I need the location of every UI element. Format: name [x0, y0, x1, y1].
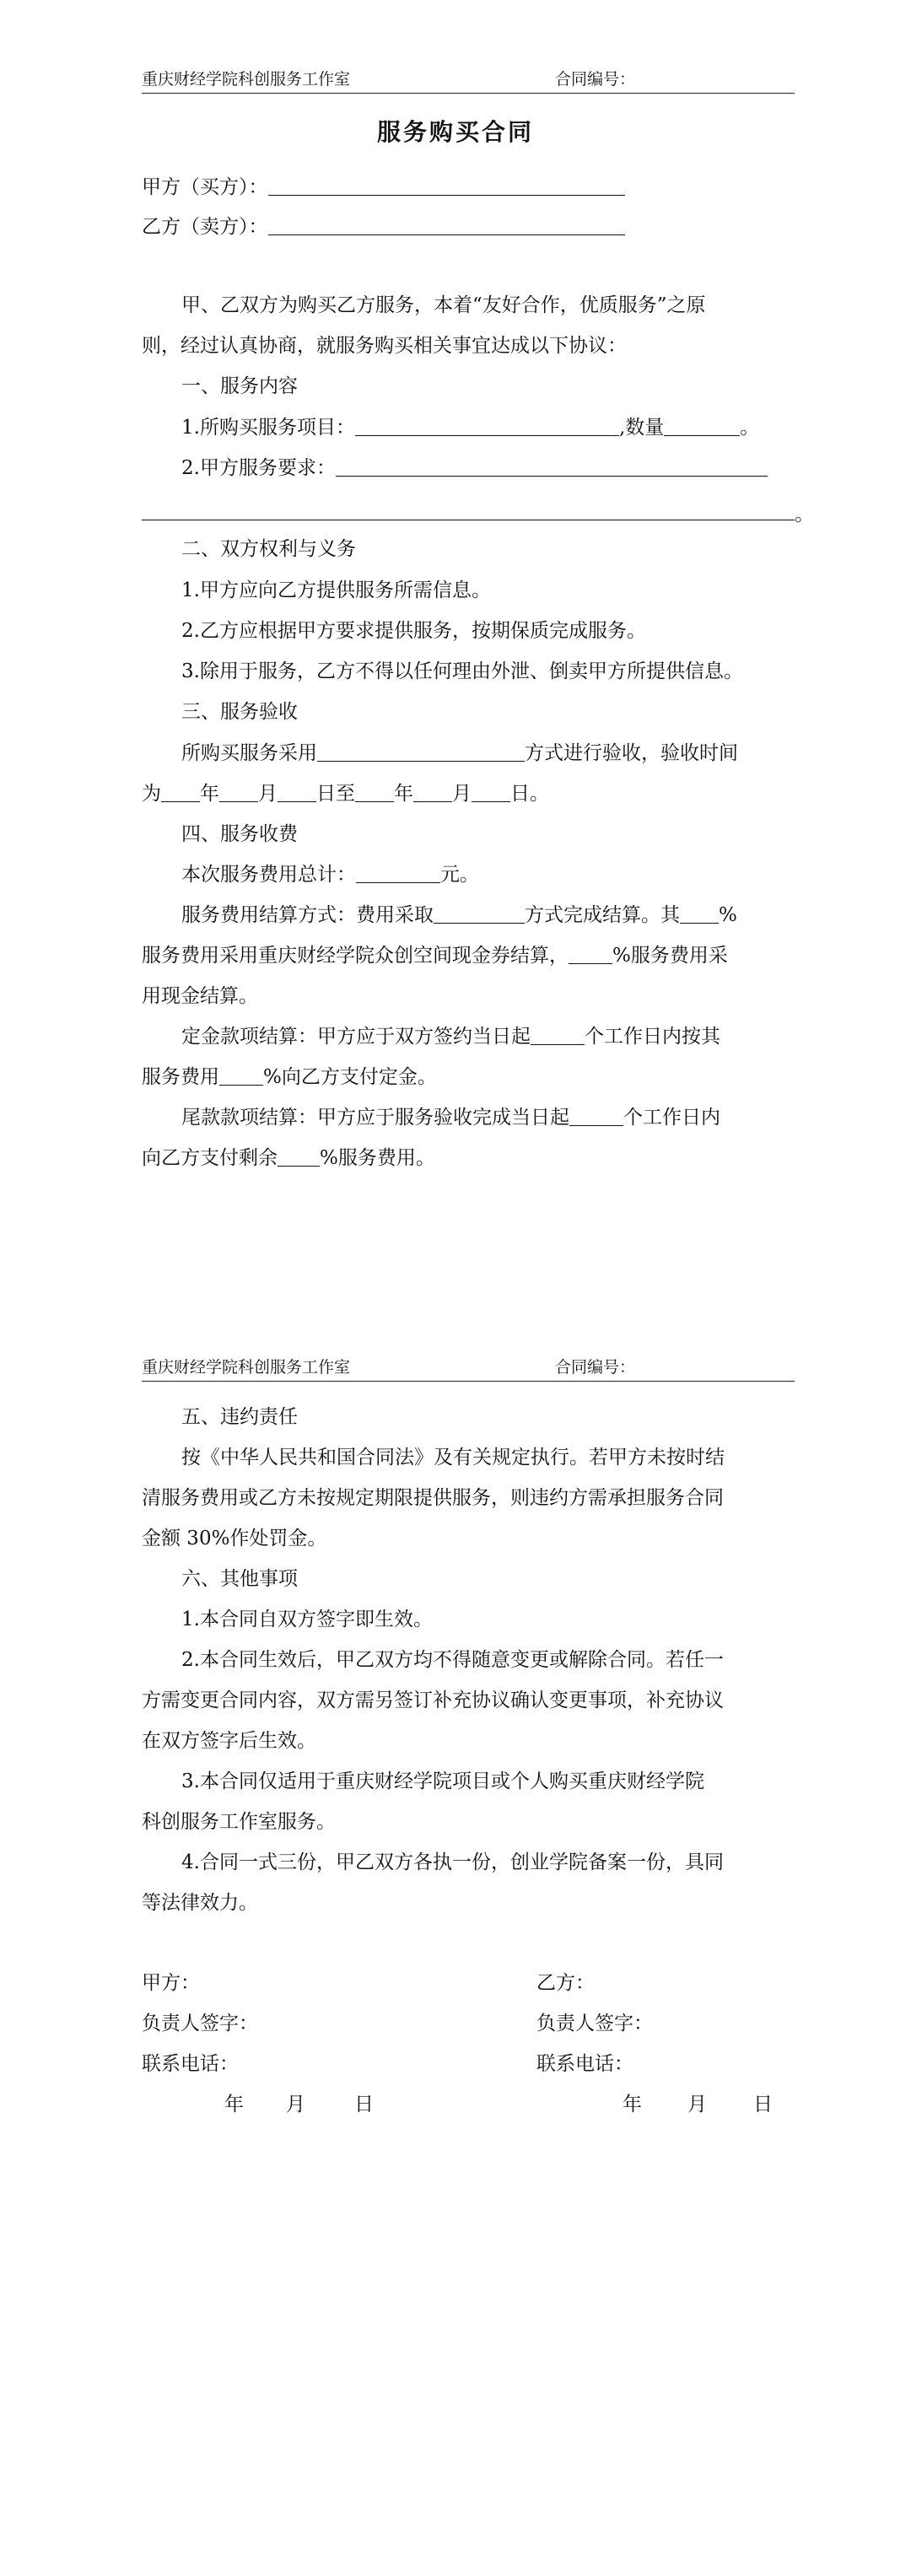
sign-a-month: 月 [286, 2094, 305, 2115]
final-payment-text: %服务费用。 [320, 1147, 435, 1169]
final-payment-text: 尾款款项结算：甲方应于服务验收完成当日起 [181, 1107, 569, 1129]
day-to-label: 日至 [316, 783, 355, 805]
final-payment-line-1 [181, 1105, 720, 1130]
sign-a-party: 甲方： [142, 1972, 200, 1994]
punct: 。 [740, 417, 760, 439]
end-day-blank[interactable] [472, 781, 510, 802]
rights-item-3: 3.除用于服务，乙方不得以任何理由外泄、倒卖甲方所提供信息。 [181, 660, 743, 682]
sign-a-person: 负责人签字： [142, 2013, 258, 2034]
quantity-blank[interactable] [664, 415, 740, 436]
deposit-text: 个工作日内按其 [585, 1026, 720, 1048]
other-line-6: 科创服务工作室服务。 [142, 1811, 336, 1833]
sign-b-phone: 联系电话： [536, 2053, 633, 2075]
month-label: 月 [452, 783, 472, 805]
header-contract-number-label: 合同编号： [555, 70, 636, 89]
end-year-blank[interactable] [355, 781, 394, 802]
intro-line-2: 则，经过认真协商，就服务购买相关事宜达成以下协议： [142, 335, 627, 357]
header-organization: 重庆财经学院科创服务工作室 [142, 70, 351, 89]
other-line-2: 2.本合同生效后，甲乙双方均不得随意变更或解除合同。若任一 [181, 1649, 724, 1671]
party-b-blank[interactable] [268, 214, 625, 235]
cash-percent-blank[interactable] [569, 943, 612, 964]
deposit-text: 服务费用 [142, 1066, 219, 1088]
year-label: 年 [200, 783, 219, 805]
month-label: 月 [258, 783, 278, 805]
settlement-line-2 [142, 943, 728, 968]
year-label: 年 [394, 783, 413, 805]
breach-line-2: 清服务费用或乙方未按规定期限提供服务，则违约方需承担服务合同 [142, 1487, 724, 1509]
settlement-text: 服务费用结算方式：费用采取 [181, 904, 434, 926]
deposit-text: 定金款项结算：甲方应于双方签约当日起 [181, 1026, 531, 1048]
other-line-1: 1.本合同自双方签字即生效。 [181, 1609, 433, 1630]
page-header [142, 1354, 795, 1382]
settlement-text: %服务费用采 [612, 945, 728, 967]
service-requirement-blank[interactable] [336, 455, 768, 477]
sign-b-person: 负责人签字： [536, 2013, 653, 2034]
party-a-blank[interactable] [268, 175, 625, 196]
acceptance-text: 方式进行验收，验收时间 [525, 742, 738, 764]
contract-title: 服务购买合同 [376, 118, 534, 146]
service-requirement-line [181, 455, 768, 481]
percent-sign: % [719, 904, 737, 926]
final-payment-line-2 [142, 1145, 435, 1171]
acceptance-line-2 [142, 781, 549, 806]
sign-a-day: 日 [354, 2094, 374, 2115]
settlement-method-blank[interactable] [434, 903, 525, 924]
fee-total-line [181, 862, 479, 887]
sign-b-day: 日 [753, 2094, 773, 2115]
start-year-blank[interactable] [161, 781, 200, 802]
punct: 。 [795, 504, 814, 525]
party-a-label: 甲方（买方）： [142, 176, 268, 198]
acceptance-text: 为 [142, 783, 161, 805]
service-item-label: 1.所购买服务项目： [181, 417, 355, 439]
acceptance-line-1 [181, 741, 738, 766]
section-5-heading: 五、违约责任 [181, 1406, 298, 1428]
contract-page-2 [0, 1288, 911, 2576]
deposit-percent-blank[interactable] [219, 1064, 263, 1086]
sign-a-year: 年 [224, 2094, 244, 2115]
other-line-8: 等法律效力。 [142, 1892, 258, 1914]
settlement-text: 服务费用采用重庆财经学院众创空间现金券结算， [142, 945, 569, 967]
section-1-heading: 一、服务内容 [181, 375, 298, 397]
section-6-heading: 六、其他事项 [181, 1568, 298, 1590]
section-3-heading: 三、服务验收 [181, 701, 298, 723]
service-requirement-label: 2.甲方服务要求： [181, 457, 336, 479]
settlement-line-1 [181, 903, 737, 928]
final-payment-text: 向乙方支付剩余 [142, 1147, 278, 1169]
section-2-heading: 二、双方权利与义务 [181, 538, 356, 560]
start-month-blank[interactable] [219, 781, 258, 802]
voucher-percent-blank[interactable] [680, 903, 719, 924]
service-item-blank[interactable] [355, 415, 619, 436]
header-organization: 重庆财经学院科创服务工作室 [142, 1358, 351, 1377]
sign-b-month: 月 [687, 2094, 707, 2115]
deposit-text: %向乙方支付定金。 [263, 1066, 437, 1088]
other-line-3: 方需变更合同内容，双方需另签订补充协议确认变更事项，补充协议 [142, 1689, 724, 1711]
end-month-blank[interactable] [413, 781, 452, 802]
start-day-blank[interactable] [278, 781, 316, 802]
other-line-7: 4.合同一式三份，甲乙双方各执一份，创业学院备案一份，具同 [181, 1851, 724, 1873]
intro-line-1: 甲、乙双方为购买乙方服务，本着“友好合作，优质服务”之原 [181, 294, 706, 316]
page-header [142, 66, 795, 94]
yuan-label: 元。 [440, 864, 479, 886]
fee-total-label: 本次服务费用总计： [181, 864, 356, 886]
fee-total-blank[interactable] [356, 862, 440, 883]
header-contract-number-label: 合同编号： [555, 1358, 636, 1377]
deposit-line-2 [142, 1064, 437, 1090]
other-line-4: 在双方签字后生效。 [142, 1730, 316, 1752]
party-a-line [142, 175, 625, 200]
final-payment-days-blank[interactable] [569, 1105, 623, 1126]
sign-b-year: 年 [623, 2094, 642, 2115]
party-b-line [142, 214, 625, 240]
deposit-days-blank[interactable] [531, 1024, 585, 1045]
day-label: 日。 [510, 783, 549, 805]
final-payment-percent-blank[interactable] [278, 1145, 320, 1167]
settlement-line-3: 用现金结算。 [142, 985, 258, 1007]
settlement-text: 方式完成结算。其 [525, 904, 680, 926]
rights-item-2: 2.乙方应根据甲方要求提供服务，按期保质完成服务。 [181, 620, 646, 642]
service-item-line [181, 415, 759, 440]
deposit-line-1 [181, 1024, 720, 1049]
other-line-5: 3.本合同仅适用于重庆财经学院项目或个人购买重庆财经学院 [181, 1770, 704, 1792]
final-payment-text: 个工作日内 [623, 1107, 720, 1129]
section-4-heading: 四、服务收费 [181, 823, 298, 845]
acceptance-text: 所购买服务采用 [181, 742, 317, 764]
acceptance-method-blank[interactable] [317, 741, 525, 762]
sign-b-party: 乙方： [536, 1972, 595, 1994]
breach-line-1: 按《中华人民共和国合同法》及有关规定执行。若甲方未按时结 [181, 1447, 725, 1469]
quantity-label: ,数量 [618, 417, 665, 439]
rights-item-1: 1.甲方应向乙方提供服务所需信息。 [181, 579, 491, 601]
party-b-label: 乙方（卖方）： [142, 216, 268, 238]
breach-line-3: 金额 30%作处罚金。 [142, 1528, 327, 1549]
sign-a-phone: 联系电话： [142, 2053, 239, 2075]
